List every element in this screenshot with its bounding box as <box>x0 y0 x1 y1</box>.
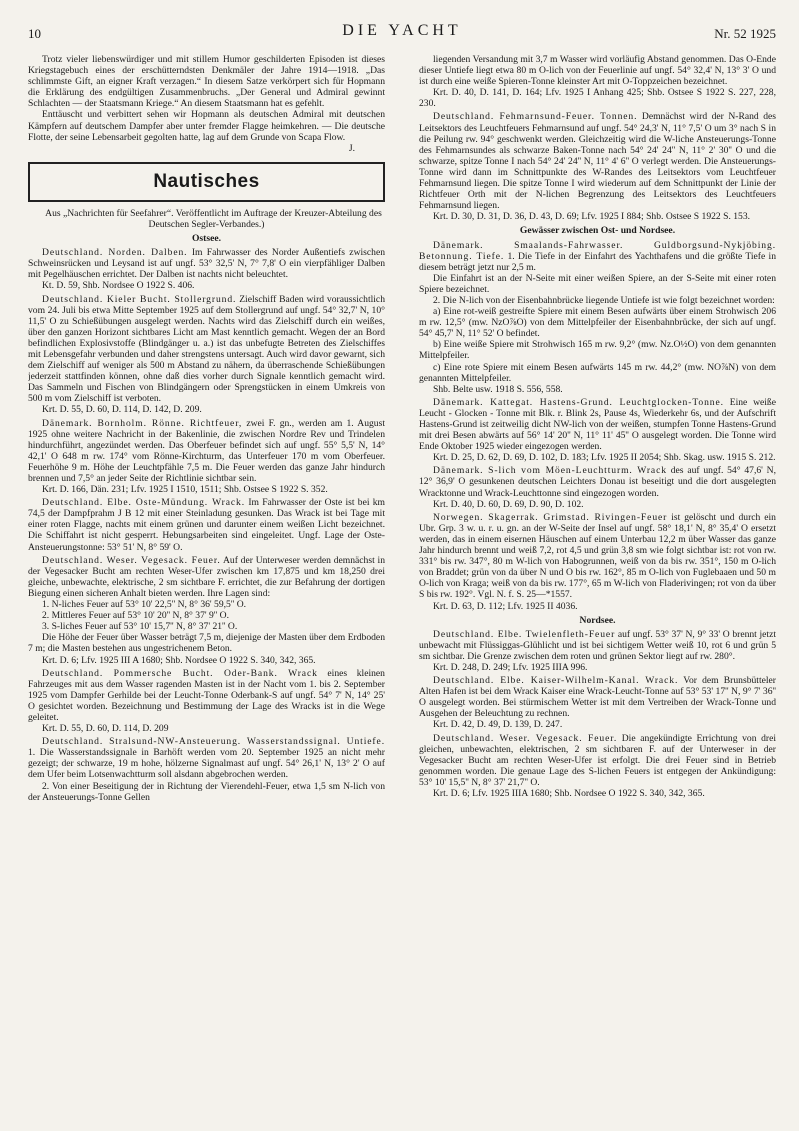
notice-text: Vor dem Brunsbütteler Alten Hafen ist bei dem Wrack Kaiser eine Wrack-Leucht-Tonne auf 53° 53' 17'' N, 9° 7' 36'' O ausgelegt worden. Bei stürmischem Wetter ist mit dem Vertreiben der Wrack-Tonne und Ausgehen der Beleuchtung zu rechnen. <box>419 675 776 720</box>
notice-item <box>419 397 776 464</box>
notice-lead: Dänemark. Smaalands-Fahrwasser. Guldborgsund-Nykjöbing. Betonnung. Tiefe. <box>419 239 776 262</box>
notice-text: Im Fahrwasser des Norder Außentiefs zwischen Schweinsrücken und Leysand ist auf ungf. 53° 32,5' N, 7° 7,8' O ein vierpfähliger Dalben mit Pegelhäuschen errichtet. Der Dalben ist nachts nicht beleuchtet. <box>28 247 385 281</box>
notice-lead: Deutschland. Weser. Vegesack. Feuer. <box>42 554 221 566</box>
ostsee-heading: Ostsee. <box>191 233 222 245</box>
notice-lead: Deutschland. Pommersche Bucht. Oder-Bank. Wrack <box>42 667 318 679</box>
journal-title: DIE YACHT <box>342 22 462 39</box>
notice-text: Demnächst wird der N-Rand des Leitsektors des Leuchtfeuers Fehmarnsund auf ungf. 54° 24,3' N, 11° 7,5' O um 3° nach S in die Peilung rw. 94° geschwenkt werden. Gleichzeitig wird die W-liche Ansteuerungs-Tonne des Fehmarnsundes als schwarze Baken-Tonne nach 54° 24' 24'' N, 11° 2' 30'' O und die schwarze, spitze Tonne I nach 54° 24' 24'' N, 11° 4' 6'' O verlegt werden. Die Ansteuerungs-Tonne wird dann im Schnittpunkte des W-Randes des Leitsektors vom Leuchtfeuer Fehmarnsund liegen. Die spitze Tonne I wird wiederum auf dem Schnittpunkt der Linie der Richtfeuer Orth mit der N-lichen Begrenzung des Leitsektors des Leuchtfeuers Fehmarnsund liegen. <box>419 111 776 212</box>
notice-ref: Krt. D. 166, Dän. 231; Lfv. 1925 I 1510, 1511; Shb. Ostsee S 1922 S. 352. <box>42 484 328 496</box>
signature: J. <box>348 142 355 154</box>
notice-lead: Deutschland. Kieler Bucht. Stollergrund. <box>42 293 237 305</box>
notice-lead: Dänemark. Kattegat. Hastens-Grund. Leuchtglocken-Tonne. <box>433 396 724 408</box>
running-header <box>28 22 776 46</box>
notice-lead: Deutschland. Elbe. Twielenfleth-Feuer <box>433 628 616 640</box>
intro-paragraph-1: Trotz vieler liebenswürdiger und mit stillem Humor geschilderten Episoden ist dieses Kriegstagebuch eines der erschütterndsten Denkmäler der Jahre 1914—1918. „Das schlimmste Gift, an eigner Kraft verzagen.“ In diesem Satze verkörpert sich für Hopmann die Erklärung des endgültigen Zusammenbruchs. „Der General und Admiral gewinnt Schlachten — der Staatsmann Kriege.“ An diesem Staatsmann hat es gefehlt. <box>28 54 385 110</box>
notice-text: 2. Von einer Beseitigung der in Richtung der Vierendehl-Feuer, etwa 1,5 sm N-lich von der Ansteuerungs-Tonne Gellen <box>28 780 385 803</box>
notice-lead: Deutschland. Elbe. Oste-Mündung. Wrack. <box>42 497 246 509</box>
notice-text: zwei F. gn., werden am 1. August 1925 ohne weitere Nachricht in der Bakenlinie, die zwischen Nordre Rev und Trindelen hindurchführt, angezündet werden. Das Oberfeuer befindet sich auf ungf. 55° 5,5' N, 14° 42,1' O 648 m rw. 174° vom Rönne-Kirchturm, das Unterfeuer 170 m vom Oberfeuer. Feuerhöhe 9 m. Höhe der Leuchtpfähle 7,5 m. Die Feuer werden das ganze Jahr hindurch brennen und 7,5° an jeder Seite der Richtlinie sichtbar sein. <box>28 417 385 484</box>
notice-text: a) Eine rot-weiß gestreifte Spiere mit einem Besen aufwärts über einem Strohwisch 206 m rw. 12,5° (mw. NzO⅞O) von dem Mittelpfeiler der Eisenbahnbrücke, der sich auf ungf. 54° 45,7' N, 11° 52' O befindet. <box>419 306 776 340</box>
notice-ref: Krt. D. 25, D. 62, D. 69, D. 102, D. 183; Lfv. 1925 II 2054; Shb. Skag. usw. 1915 S. 212. <box>433 452 776 464</box>
notice-ref: Krt. D. 30, D. 31, D. 36, D. 43, D. 69; Lfv. 1925 I 884; Shb. Ostsee S 1922 S. 153. <box>433 211 751 223</box>
notice-ref: Krt. D. 248, D. 249; Lfv. 1925 IIIA 996. <box>433 661 588 673</box>
notice-item <box>28 247 385 291</box>
notice-text: 2. Die N-lich von der Eisenbahnbrücke liegende Untiefe ist wie folgt bezeichnet worden: <box>433 294 775 306</box>
notice-ref: Krt. D. 42, D. 49, D. 139, D. 247. <box>433 719 563 731</box>
notice-item <box>419 240 776 395</box>
notice-lead: Dänemark. S-lich vom Möen-Leuchtturm. Wrack <box>433 465 667 477</box>
notice-text: Im Fahrwasser der Oste ist bei km 74,5 der Dampfprahm J B 12 mit einer Steinladung gesunken. Das Wrack ist bei Tage mit einer roten Flagge, nachts mit einem grünen und darunter einem weißen Licht bezeichnet. Die Schiffahrt ist nicht gesperrt. Hebungsarbeiten sind eingeleitet. Ungf. Lage der Oste-Ansteuerungstonne: 53° 51' N, 8° 59' O. <box>28 497 385 553</box>
notice-text: Eine weiße Leucht - Glocken - Tonne mit Blk. r. Blink 2s, Pause 4s, Wiederkehr 6s, und der Aufschrift Hastens-Grund ist zeitweilig dicht NW-lich von der weißen, stumpfen Tonne Hastens-Grund mit drei Besen abwärts auf 56° 14' 20'' N, 11° 11' 45'' O ausgelegt worden. Die Tonne wird Ende Oktober 1925 wieder eingezogen werden. <box>419 396 776 453</box>
notice-ref: Krt. D. 63, D. 112; Lfv. 1925 II 4036. <box>433 600 578 612</box>
notice-text: Die Einfahrt ist an der N-Seite mit einer weißen Spiere, an der S-Seite mit einer roten Spiere bezeichnet. <box>419 272 776 295</box>
notice-text: c) Eine rote Spiere mit einem Besen aufwärts 145 m rw. 44,2° (mw. NO⅞N) von dem genannten Mittelpfeiler. <box>419 361 776 384</box>
list-item: 2. Mittleres Feuer auf 53° 10' 20'' N, 8° 37' 9'' O. <box>42 610 229 622</box>
notice-ref: Krt. D. 55, D. 60, D. 114, D. 209 <box>42 723 169 735</box>
notice-lead: Deutschland. Elbe. Kaiser-Wilhelm-Kanal. Wrack. <box>433 675 679 687</box>
notice-text: b) Eine weiße Spiere mit Strohwisch 165 m rw. 9,2° (mw. Nz.O½O) von dem genannten Mittelpfeiler. <box>419 339 776 362</box>
right-column <box>419 54 776 1117</box>
notice-item <box>419 465 776 509</box>
section-title-box <box>28 162 385 202</box>
notice-item <box>28 736 385 803</box>
notice-ref: Shb. Belte usw. 1918 S. 556, 558. <box>433 383 563 395</box>
notice-item <box>28 497 385 552</box>
notice-item <box>28 294 385 416</box>
page-number: 10 <box>28 26 41 41</box>
notice-text: ist gelöscht und durch ein Ubr. Grp. 3 w. u. r. u. gn. an der W-Seite der Insel auf ungf. 58° 18,1' N, 8° 35,4' O ersetzt werden, das in einem eisernen Häuschen auf einem Unterbau 12,2 m über Wasser das ganze Jahr hindurch brennt und weiß 7,2, rot 4,5 und grün 3,8 sm wie folgt sichtbar ist: rot von rw. 331° bis rw. 347°, 80 m W-lich von Habogrunnen, weiß von da bis rw. 351°, 150 m O-lich von Braddet; grün von da über N und O bis rw. 162°, 85 m O-lich von Fuglebaaen und 50 m O-lich von Kraga; weiß von da bis rw. 177°, 65 m W-lich von Fladerivingen; rot von da über S bis rw. 192°. Vgl. N. f. S. 25—*1557. <box>419 511 776 601</box>
notice-item <box>419 512 776 612</box>
notice-text-after: Die Höhe der Feuer über Wasser beträgt 7,5 m, diejenige der Masten über dem Erdboden 7 m; die Masten bestehen aus ungestrichenem Beton. <box>28 632 385 655</box>
notice-text: des auf ungf. 54° 47,6' N, 12° 36,9' O gesunkenen deutschen Leichters Donau ist beseitigt und die dort ausgelegten Wracktonne und Wrack-Leuchttonne sind eingezogen worden. <box>419 465 776 499</box>
notice-text: eines kleinen Fahrzeuges mit aus dem Wasser ragenden Masten ist in der Nacht vom 1. bis 2. September 1925 vom Dampfer Gerhilde bei der Leucht-Tonne Oderbank-S auf ungf. 54° 7' N, 14° 25' O gesichtet worden. Bezeichnung und Bestimmung der Lage des Wracks ist in die Wege geleitet. <box>28 667 385 723</box>
notice-item <box>28 418 385 496</box>
issue-number: Nr. 52 1925 <box>714 26 776 41</box>
notice-text: Auf der Unterweser werden demnächst in der Vegesacker Bucht am rechten Weser-Ufer zwischen km 17,875 und km 18,250 drei gleiche, unbewachte, elektrische, 2 sm sichtbare F. errichtet, die zur Befahrung der dortigen Biegung einen sicheren Anhalt bieten werden. Ihre Lagen sind: <box>28 554 385 599</box>
notice-item <box>419 111 776 222</box>
notice-lead: Deutschland. Weser. Vegesack. Feuer. <box>433 732 618 744</box>
intro-paragraph-2: Enttäuscht und verbittert sehen wir Hopmann als deutschen Admiral mit deutschen Kämpfern auf deutschem Dampfer aber unter fremder Flagge heimkehren. — Die deutsche Flotte, der seine Lebensarbeit gegolten hatte, lag auf dem Grunde von Scapa Flow. <box>28 109 385 143</box>
light-positions-list <box>42 599 385 632</box>
notice-text: auf ungf. 53° 37' N, 9° 33' O brennt jetzt unbewacht mit Flüssiggas-Glühlicht und ist bei sichtigem Wetter weiß 10, rot 6 und grün 5 sm sichtbar. Die Grenze zwischen dem roten und grünen Sektor liegt auf rw. 280°. <box>419 628 776 662</box>
continuation-text: liegenden Versandung mit 3,7 m Wasser wird vorläufig Abstand genommen. Das O-Ende dieser Untiefe liegt etwa 80 m O-lich von der Feuerlinie auf ungf. 54° 32,4' N, 13° 3' O und ist durch eine weiße Spieren-Tonne kleinster Art mit O-Toppzeichen bezeichnet. <box>419 54 776 88</box>
notice-ref: Kt. D. 59, Shb. Nordsee O 1922 S. 406. <box>42 280 195 292</box>
notice-lead: Deutschland. Fehmarnsund-Feuer. Tonnen. <box>433 111 638 123</box>
notice-item <box>28 668 385 735</box>
notice-ref: Krt. D. 55, D. 60, D. 114, D. 142, D. 209. <box>42 404 202 416</box>
waters-heading: Gewässer zwischen Ost- und Nordsee. <box>519 225 676 237</box>
section-title: Nautisches <box>153 171 260 193</box>
page <box>28 22 776 1117</box>
source-line: Aus „Nachrichten für Seefahrer“. Veröffentlicht im Auftrage der Kreuzer-Abteilung des Deutschen Segler-Verbandes.) <box>45 207 382 230</box>
notice-item <box>419 733 776 800</box>
notice-ref: Krt. D. 6; Lfv. 1925 III A 1680; Shb. Nordsee O 1922 S. 340, 342, 365. <box>42 654 316 666</box>
notice-item <box>419 675 776 730</box>
notice-lead: Deutschland. Stralsund-NW-Ansteuerung. Wasserstandssignal. Untiefe. <box>42 736 385 748</box>
notice-ref: Krt. D. 40, D. 141, D. 164; Lfv. 1925 I Anhang 425; Shb. Ostsee S 1922 S. 227, 228, 230. <box>419 87 776 110</box>
notice-item <box>28 555 385 666</box>
notice-text: Die angekündigte Errichtung von drei gleichen, unbewachten, elektrischen, 2 sm sichtbaren F. auf der Unterweser in der Vegesacker Bucht am rechten Weser-Ufer ist erfolgt. Die drei Feuer sind in Betrieb genommen worden. Die genaue Lage des S-lichen Feuers ist entgegen der Ankündigung: 53° 10' 15,5'' N, 8° 37' 21,7'' O. <box>419 732 776 788</box>
notice-text: Zielschiff Baden wird voraussichtlich vom 24. Juli bis etwa Mitte September 1925 auf dem Stollergrund auf ungf. 54° 32,7' N, 10° 11,5' O zu Schießübungen ausgelegt werden. Nachts wird das Zielschiff durch ein weißes, über den ganzen Horizont sichtbares Licht am Mast kenntlich gemacht. Wegen der an Bord befindlichen Explosivstoffe (Blindgänger u. a.) ist das unbefugte Betreten des Zielschiffes mit Lebensgefahr verbunden und daher strengstens untersagt. Auch wird davor gewarnt, sich dem Zielschiff auf weniger als 500 m Abstand zu nähern, da überraschende Schießübungen jederzeit stattfinden können, ohne daß dies vorher durch Signale kenntlich gemacht wird. Das Sammeln und Fischen von Blindgängern oder Sprengstücken in einem Umkreis von 500 m vom Zielschiff ist verboten. <box>28 293 385 405</box>
nordsee-heading: Nordsee. <box>579 614 616 626</box>
list-item: 1. N-liches Feuer auf 53° 10' 22,5'' N, 8° 36' 59,5'' O. <box>42 599 247 611</box>
notice-item <box>419 629 776 673</box>
notice-lead: Norwegen. Skagerrak. Grimstad. Rivingen-Feuer <box>433 511 668 523</box>
notice-ref: Krt. D. 6; Lfv. 1925 IIIA 1680; Shb. Nordsee O 1922 S. 340, 342, 365. <box>433 788 705 799</box>
notice-lead: Dänemark. Bornholm. Rönne. Richtfeuer, <box>42 417 243 429</box>
notice-lead: Deutschland. Norden. Dalben. <box>42 247 188 259</box>
notice-text: 1. Die Wasserstandssignale in Barhöft werden vom 20. September 1925 an nicht mehr gezeigt; der schwarze, 19 m hohe, hölzerne Signalmast auf ungf. 54° 26,1' N, 13° 2' O auf dem Ufer beim Lotsenwachtturm soll alsdann abgebrochen werden. <box>28 747 385 781</box>
notice-text: 1. Die Tiefe in der Einfahrt des Yachthafens und die größte Tiefe in diesem beträgt jetzt nur 2,5 m. <box>419 250 776 273</box>
left-column <box>28 54 385 1117</box>
list-item: 3. S-liches Feuer auf 53° 10' 15,7'' N, 8° 37' 21'' O. <box>42 621 238 633</box>
notice-ref: Krt. D. 40, D. 60, D. 69, D. 90, D. 102. <box>433 498 584 510</box>
